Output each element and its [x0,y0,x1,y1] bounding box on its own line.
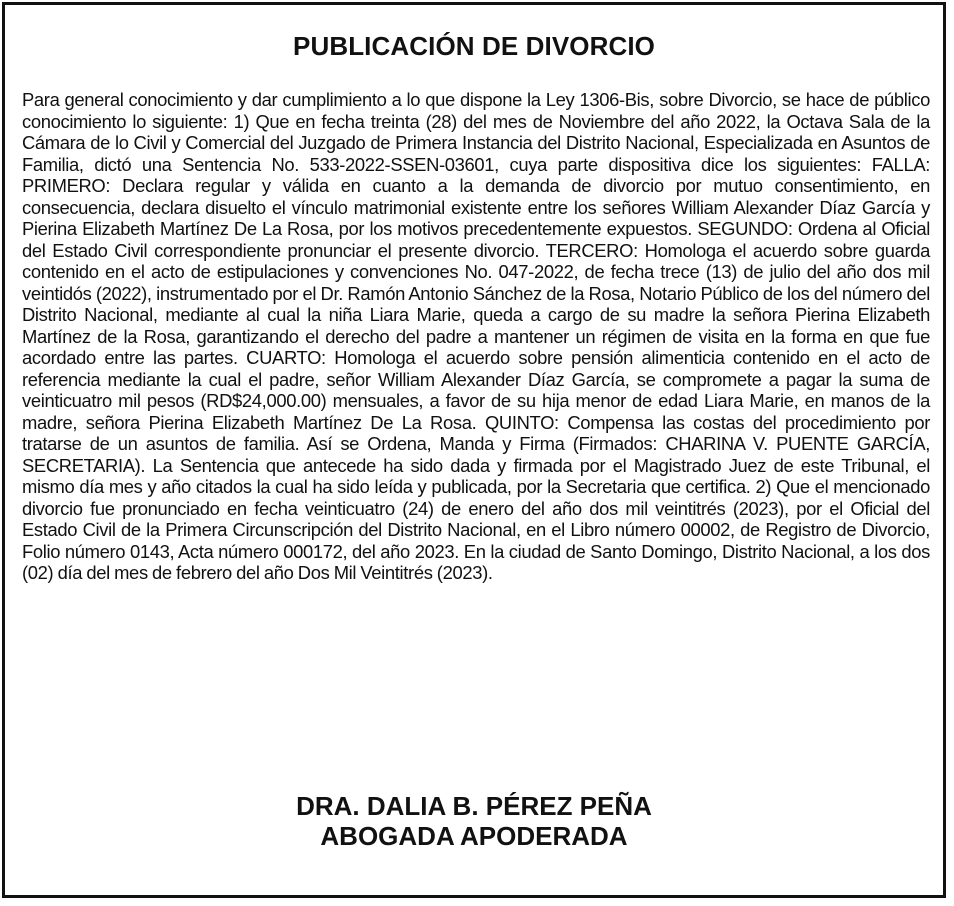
notice-body-text: Para general conocimiento y dar cumplimiento a lo que dispone la Ley 1306-Bis, sobre Divorcio, se hace de público conocimiento lo siguiente: 1) Que en fecha treinta (28) del mes de Noviembre del año 2022, la Octava Sala de la Cámara de lo Civil y Comercial del Juzgado de Primera Instancia del Distrito Nacional, Especializada en Asuntos de Familia, dictó una Sentencia No. 533-2022-SSEN-03601, cuya parte dispositiva dice los siguientes: FALLA: PRIMERO: Declara regular y válida en cuanto a la demanda de divorcio por mutuo consentimiento, en consecuencia, declara disuelto el vínculo matrimonial existente entre los señores William Alexander Díaz García y Pierina Elizabeth Martínez De La Rosa, por los motivos precedentemente expuestos. SEGUNDO: Ordena al Oficial del Estado Civil correspondiente pronunciar el presente divorcio. TERCERO: Homologa el acuerdo sobre guarda contenido en el acto de estipulaciones y convenciones No. 047-2022, de fecha trece (13) de julio del año dos mil veintidós (2022), instrumentado por el Dr. Ramón Antonio Sánchez de la Rosa, Notario Público de los del número del Distrito Nacional, mediante al cual la niña Liara Marie, queda a cargo de su madre la señora Pierina Elizabeth Martínez de la Rosa, garantizando el derecho del padre a mantener un régimen de visita en la forma en que fue acordado entre las partes. CUARTO: Homologa el acuerdo sobre pensión alimenticia contenido en el acto de referencia mediante la cual el padre, señor William Alexander Díaz García, se compromete a pagar la suma de veinticuatro mil pesos (RD$24,000.00) mensuales, a favor de su hija menor de edad Liara Marie, en manos de la madre, señora Pierina Elizabeth Martínez De La Rosa. QUINTO: Compensa las costas del procedimiento por tratarse de un asuntos de familia. Así se Ordena, Manda y Firma (Firmados: CHARINA V. PUENTE GARCÍA, SECRETARIA). La Sentencia que antecede ha sido dada y firmada por el Magistrado Juez de este Tribunal, el mismo día mes y año citados la cual ha sido leída y publicada, por la Secretaria que certifica. 2) Que el mencionado divorcio fue pronunciado en fecha veinticuatro (24) de enero del año dos mil veintitrés (2023), por el Oficial del Estado Civil de la Primera Circunscripción del Distrito Nacional, en el Libro número 00002, de Registro de Divorcio, Folio número 0143, Acta número 000172, del año 2023. En la ciudad de Santo Domingo, Distrito Nacional, a los dos (02) día del mes de febrero del año Dos Mil Veintitrés (2023). [22,89,930,583]
notice-frame [2,2,946,898]
signature-name: DRA. DALIA B. PÉREZ PEÑA [296,791,652,821]
signature-role: ABOGADA APODERADA [320,821,628,851]
signature-block [5,791,943,851]
notice-title: PUBLICACIÓN DE DIVORCIO [293,31,655,61]
